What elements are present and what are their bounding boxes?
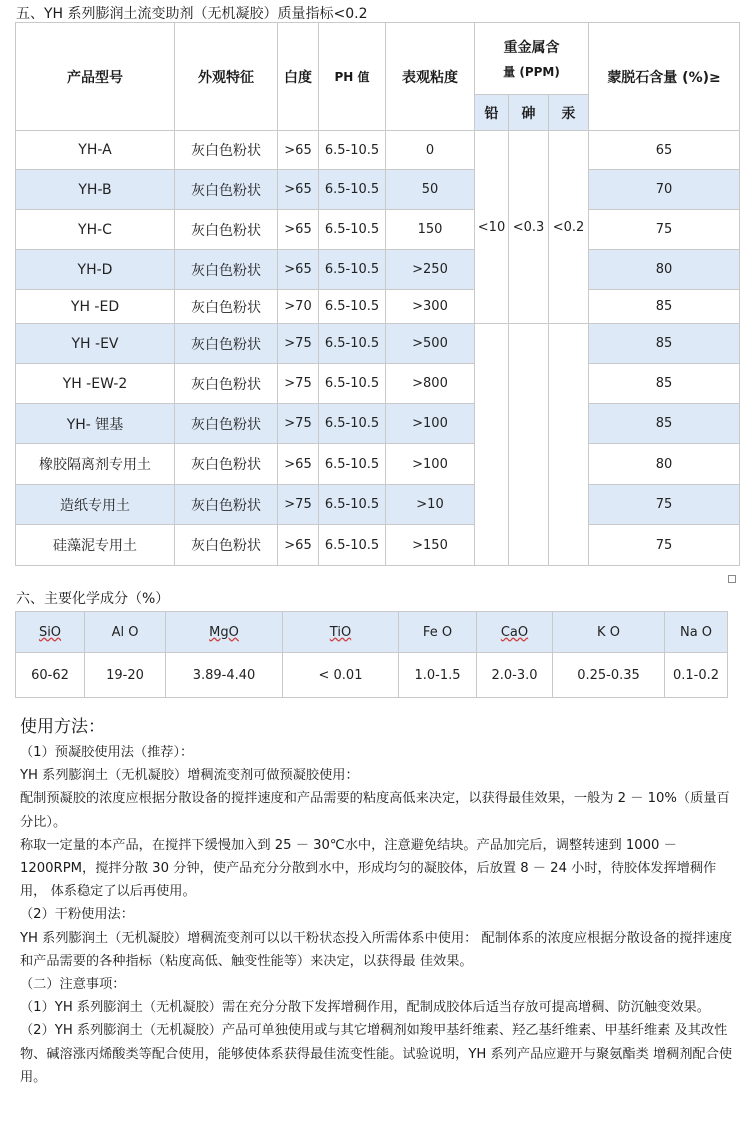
chemical-composition-table <box>15 611 728 698</box>
cell-viscosity: >300 <box>386 290 475 324</box>
cell-viscosity: >150 <box>386 525 475 566</box>
cell-ph: 6.5-10.5 <box>319 485 386 525</box>
cell-montmorillonite: 75 <box>589 210 740 250</box>
cell-montmorillonite: 80 <box>589 250 740 290</box>
header-ph: PH 值 <box>319 23 386 131</box>
cell-whiteness: >65 <box>278 170 319 210</box>
cell-viscosity: >500 <box>386 324 475 364</box>
chem-value-feo: 1.0-1.5 <box>399 653 477 698</box>
cell-model: YH -EW-2 <box>16 364 175 404</box>
cell-appearance: 灰白色粉状 <box>175 485 278 525</box>
cell-montmorillonite: 65 <box>589 131 740 170</box>
chem-header-feo: Fe O <box>399 612 477 653</box>
cell-metal-lead: <10 <box>475 131 509 324</box>
cell-whiteness: >65 <box>278 131 319 170</box>
usage-paragraph: YH 系列膨润土（无机凝胶）增稠流变剂可以以干粉状态投入所需体系中使用： 配制体系的浓度应根据分散设备的搅拌速度和产品需要的各种指标（粘度高低、触变性能等）来决定，以获得最 佳效果。 <box>20 930 733 969</box>
usage-paragraph: （二）注意事项： <box>20 977 126 993</box>
header-heavy-metal-line1: 重金属含 <box>503 40 560 56</box>
cell-viscosity: >10 <box>386 485 475 525</box>
cell-montmorillonite: 85 <box>589 404 740 444</box>
cell-ph: 6.5-10.5 <box>319 131 386 170</box>
cell-ph: 6.5-10.5 <box>319 210 386 250</box>
cell-appearance: 灰白色粉状 <box>175 364 278 404</box>
table-row <box>16 525 740 566</box>
cell-appearance: 灰白色粉状 <box>175 210 278 250</box>
cell-ph: 6.5-10.5 <box>319 404 386 444</box>
resize-handle <box>728 575 736 583</box>
cell-model: 橡胶隔离剂专用土 <box>16 444 175 485</box>
header-montmorillonite: 蒙脱石含量 (%)≥ <box>589 23 740 131</box>
header-viscosity: 表观粘度 <box>386 23 475 131</box>
chem-header-alo: Al O <box>85 612 166 653</box>
cell-metal-mercury: <0.2 <box>549 131 589 324</box>
table-row <box>16 131 740 170</box>
chem-value-sio: 60-62 <box>16 653 85 698</box>
quality-index-table <box>15 22 740 566</box>
cell-appearance: 灰白色粉状 <box>175 404 278 444</box>
usage-paragraph: 称取一定量的本产品，在搅拌下缓慢加入到 25 － 30℃水中，注意避免结块。产品加完后，调整转速到 1000 － 1200RPM，搅拌分散 30 分钟，使产品充分分散到水中，形成均匀的凝胶体，后放置 8 － 24 小时，待胶体发挥增稠作用， 体系稳定了以后再使用。 <box>20 837 717 900</box>
cell-viscosity: >250 <box>386 250 475 290</box>
cell-model: YH- 锂基 <box>16 404 175 444</box>
table-row <box>16 364 740 404</box>
cell-viscosity: 50 <box>386 170 475 210</box>
usage-paragraph: （1）YH 系列膨润土（无机凝胶）需在充分分散下发挥增稠作用，配制成胶体后适当存放可提高增稠、防沉触变效果。 <box>20 1000 710 1016</box>
header-lead: 铅 <box>475 95 509 131</box>
cell-ph: 6.5-10.5 <box>319 324 386 364</box>
usage-paragraph: （1）预凝胶使用法（推荐）： <box>20 745 194 760</box>
cell-whiteness: >75 <box>278 404 319 444</box>
cell-model: YH-A <box>16 131 175 170</box>
cell-ph: 6.5-10.5 <box>319 525 386 566</box>
usage-title: 使用方法： <box>20 717 105 737</box>
chem-value-ko: 0.25-0.35 <box>553 653 665 698</box>
cell-viscosity: >100 <box>386 444 475 485</box>
cell-ph: 6.5-10.5 <box>319 364 386 404</box>
cell-viscosity: >800 <box>386 364 475 404</box>
cell-appearance: 灰白色粉状 <box>175 444 278 485</box>
cell-viscosity: 150 <box>386 210 475 250</box>
cell-ph: 6.5-10.5 <box>319 250 386 290</box>
header-heavy-metal <box>475 23 589 95</box>
cell-appearance: 灰白色粉状 <box>175 131 278 170</box>
chem-value-alo: 19-20 <box>85 653 166 698</box>
cell-metal-empty <box>509 324 549 566</box>
chem-value-cao: 2.0-3.0 <box>477 653 553 698</box>
header-heavy-metal-line2: 量 (PPM) <box>503 65 560 79</box>
cell-whiteness: >65 <box>278 525 319 566</box>
cell-whiteness: >75 <box>278 485 319 525</box>
cell-montmorillonite: 75 <box>589 485 740 525</box>
chem-value-tio: < 0.01 <box>283 653 399 698</box>
cell-appearance: 灰白色粉状 <box>175 250 278 290</box>
chem-header-tio: TiO <box>283 612 399 653</box>
header-model: 产品型号 <box>16 23 175 131</box>
cell-montmorillonite: 80 <box>589 444 740 485</box>
cell-whiteness: >65 <box>278 250 319 290</box>
cell-metal-empty <box>475 324 509 566</box>
table-row <box>16 444 740 485</box>
cell-whiteness: >65 <box>278 444 319 485</box>
usage-paragraph: （2）YH 系列膨润土（无机凝胶）产品可单独使用或与其它增稠剂如羧甲基纤维素、羟乙基纤维素、甲基纤维素 及其改性物、碱溶涨丙烯酸类等配合使用，能够使体系获得最佳流变性能。试验说明，YH 系列产品应避开与聚氨酯类 增稠剂配合使用。 <box>20 1023 733 1085</box>
cell-model: 造纸专用土 <box>16 485 175 525</box>
usage-paragraph: YH 系列膨润土（无机凝胶）增稠流变剂可做预凝胶使用： <box>20 768 359 784</box>
cell-montmorillonite: 85 <box>589 364 740 404</box>
cell-viscosity: >100 <box>386 404 475 444</box>
cell-appearance: 灰白色粉状 <box>175 525 278 566</box>
header-whiteness: 白度 <box>278 23 319 131</box>
cell-whiteness: >70 <box>278 290 319 324</box>
cell-model: YH -ED <box>16 290 175 324</box>
cell-montmorillonite: 75 <box>589 525 740 566</box>
cell-model: YH-C <box>16 210 175 250</box>
chem-header-mgo: MgO <box>166 612 283 653</box>
usage-paragraph: （2）干粉使用法： <box>20 907 134 923</box>
cell-ph: 6.5-10.5 <box>319 444 386 485</box>
cell-model: YH -EV <box>16 324 175 364</box>
usage-paragraph: 配制预凝胶的浓度应根据分散设备的搅拌速度和产品需要的粘度高低来决定，以获得最佳效果，一般为 2 － 10%（质量百分比）。 <box>20 791 730 830</box>
section6-title: 六、主要化学成分（%） <box>16 591 170 607</box>
table-row <box>16 290 740 324</box>
cell-model: 硅藻泥专用土 <box>16 525 175 566</box>
cell-montmorillonite: 85 <box>589 324 740 364</box>
cell-montmorillonite: 70 <box>589 170 740 210</box>
cell-whiteness: >65 <box>278 210 319 250</box>
cell-whiteness: >75 <box>278 364 319 404</box>
header-appearance: 外观特征 <box>175 23 278 131</box>
table-row <box>16 250 740 290</box>
cell-viscosity: 0 <box>386 131 475 170</box>
cell-montmorillonite: 85 <box>589 290 740 324</box>
section5-title: 五、YH 系列膨润土流变助剂（无机凝胶）质量指标<0.2 <box>16 6 368 22</box>
table-row <box>16 485 740 525</box>
cell-metal-empty <box>549 324 589 566</box>
cell-whiteness: >75 <box>278 324 319 364</box>
chem-value-mgo: 3.89-4.40 <box>166 653 283 698</box>
chem-header-cao: CaO <box>477 612 553 653</box>
table-row <box>16 210 740 250</box>
cell-metal-arsenic: <0.3 <box>509 131 549 324</box>
chem-header-nao: Na O <box>665 612 728 653</box>
cell-ph: 6.5-10.5 <box>319 170 386 210</box>
chem-header-sio: SiO <box>16 612 85 653</box>
cell-appearance: 灰白色粉状 <box>175 290 278 324</box>
table-row <box>16 324 740 364</box>
header-arsenic: 砷 <box>509 95 549 131</box>
header-mercury: 汞 <box>549 95 589 131</box>
cell-model: YH-B <box>16 170 175 210</box>
cell-ph: 6.5-10.5 <box>319 290 386 324</box>
table-row <box>16 404 740 444</box>
table-row <box>16 170 740 210</box>
chem-header-ko: K O <box>553 612 665 653</box>
chem-value-nao: 0.1-0.2 <box>665 653 728 698</box>
cell-appearance: 灰白色粉状 <box>175 324 278 364</box>
cell-model: YH-D <box>16 250 175 290</box>
usage-section <box>20 712 740 1089</box>
cell-appearance: 灰白色粉状 <box>175 170 278 210</box>
